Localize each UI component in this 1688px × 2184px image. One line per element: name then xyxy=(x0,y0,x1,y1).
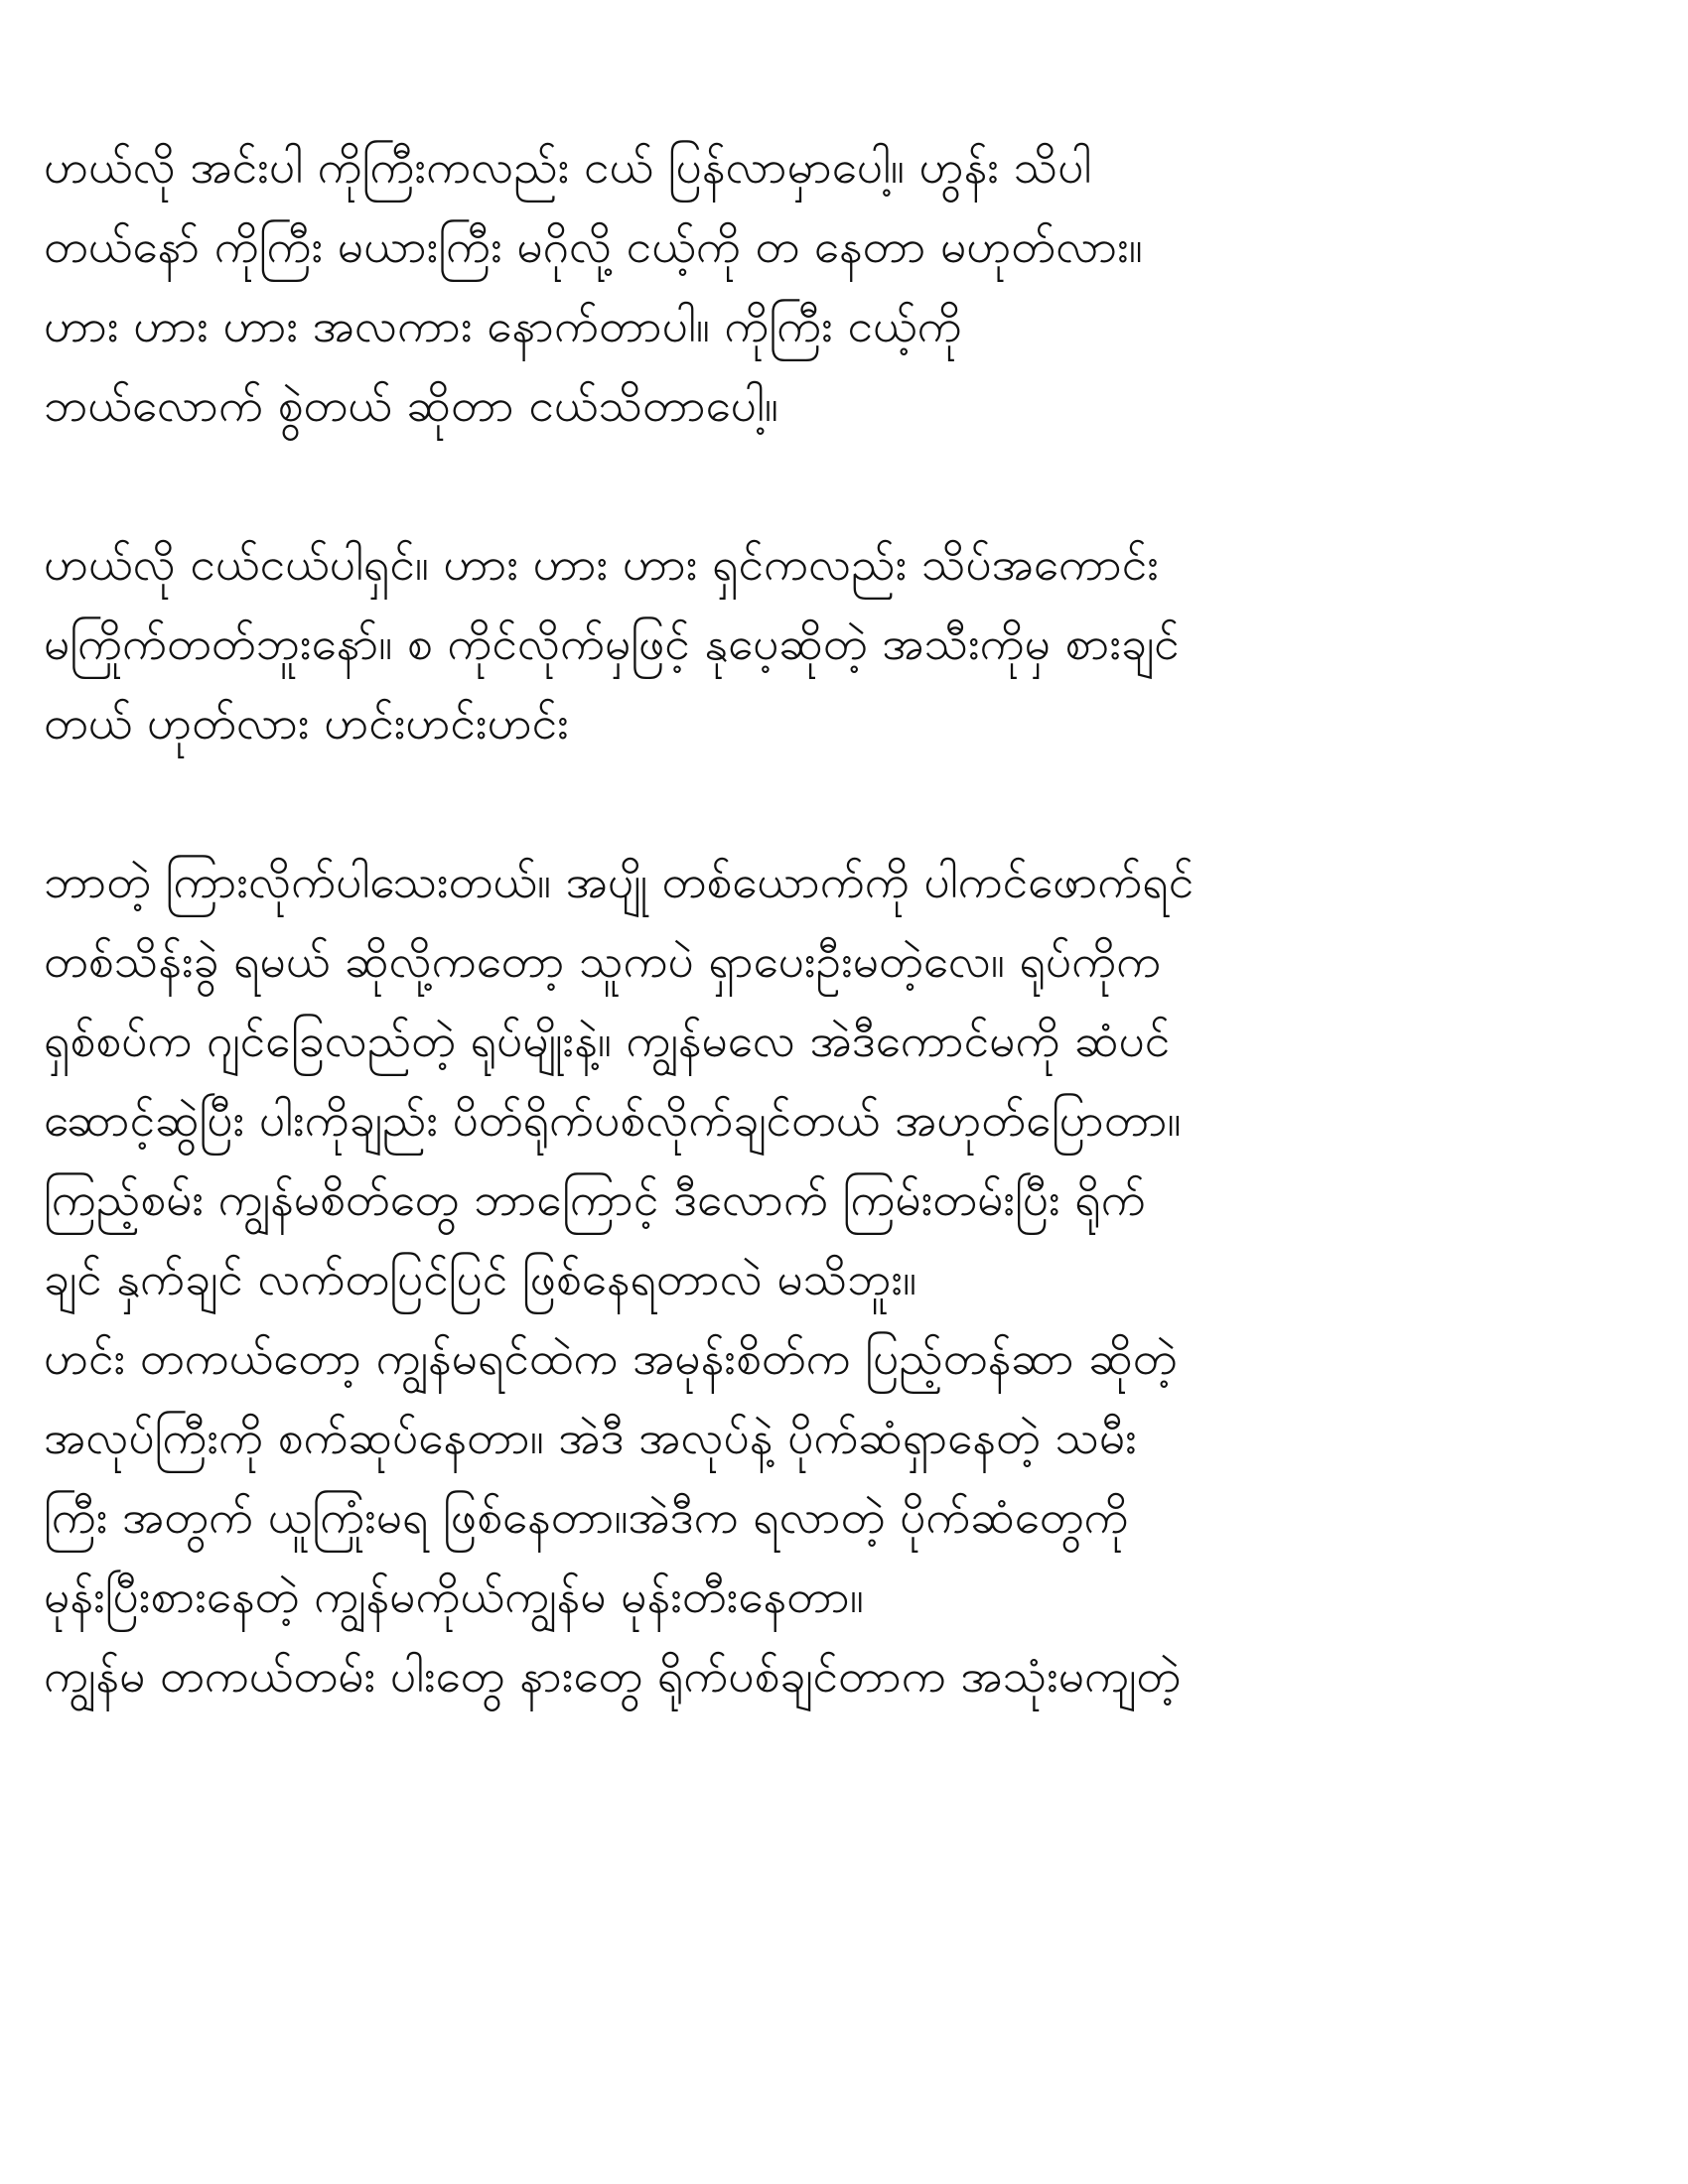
text-line: တယ် ဟုတ်လား ဟင်းဟင်းဟင်း xyxy=(44,696,569,750)
text-line: ကြီး အတွက် ယူကြုံးမရ ဖြစ်နေတာ။အဲဒီက ရလာတဲ့ ပိုက်ဆံတွေကို xyxy=(44,1490,1129,1544)
text-line: မုန်းပြီးစားနေတဲ့ ကျွန်မကိုယ်ကျွန်မ မုန်းတီးနေတာ။ xyxy=(44,1570,864,1623)
text-line: တယ်နော် ကိုကြီး မယားကြီး မဂိုလို့ ငယ့်ကို တ နေတာ မဟုတ်လား။ xyxy=(44,219,1143,273)
text-line: ဘယ်လောက် စွဲတယ် ဆိုတာ ငယ်သိတာပေါ့။ xyxy=(44,378,778,432)
text-line: ဟယ်လို အင်းပါ ကိုကြီးကလည်း ငယ် ပြန်လာမှာပေါ့။ ဟွန်း သိပါ xyxy=(44,140,1092,194)
text-line: ချင် နှက်ချင် လက်တပြင်ပြင် ဖြစ်နေရတာလဲ မသိဘူး။ xyxy=(44,1252,917,1305)
text-line: ဟင်း တကယ်တော့ ကျွန်မရင်ထဲက အမုန်းစိတ်က ပြည့်တန်ဆာ ဆိုတဲ့ xyxy=(44,1331,1178,1385)
text-line: ဆောင့်ဆွဲပြီး ပါးကိုချည်း ပိတ်ရိုက်ပစ်လိုက်ချင်တယ် အဟုတ်ပြောတာ။ xyxy=(44,1093,1182,1147)
text-line: ဘာတဲ့ ကြားလိုက်ပါသေးတယ်။ အပျို တစ်ယောက်ကို ပါကင်ဖောက်ရင် xyxy=(44,855,1195,908)
text-line: တစ်သိန်းခွဲ ရမယ် ဆိုလို့ကတော့ သူကပဲ ရှာပေးဦးမတဲ့လေ။ ရုပ်ကိုက xyxy=(44,934,1162,988)
paragraph-3 xyxy=(44,842,1648,1715)
text-line: ဟား ဟား ဟား အလကား နောက်တာပါ။ ကိုကြီး ငယ့်ကို xyxy=(44,299,962,352)
text-line: မကြိုက်တတ်ဘူးနော်။ စ ကိုင်လိုက်မှဖြင့် နုပေ့ဆိုတဲ့ အသီးကိုမှ စားချင် xyxy=(44,616,1180,670)
paragraph-1 xyxy=(44,127,1648,445)
paragraph-2 xyxy=(44,524,1648,762)
text-line: ကျွန်မ တကယ်တမ်း ပါးတွေ နားတွေ ရိုက်ပစ်ချင်တာက အသုံးမကျတဲ့ xyxy=(44,1649,1182,1703)
text-line: ရှစ်စပ်က ဂျင်ခြေလည်တဲ့ ရုပ်မျိုးနဲ့။ ကျွန်မလေ အဲဒီကောင်မကို ဆံပင် xyxy=(44,1014,1171,1067)
text-line: ဟယ်လို ငယ်ငယ်ပါရှင်။ ဟား ဟား ဟား ရှင်ကလည်း သိပ်အကောင်း xyxy=(44,537,1159,591)
text-line: အလုပ်ကြီးကို စက်ဆုပ်နေတာ။ အဲဒီ အလုပ်နဲ့ ပိုက်ဆံရှာနေတဲ့ သမီး xyxy=(44,1411,1137,1464)
paragraph-spacer xyxy=(44,445,1648,524)
text-line: ကြည့်စမ်း ကျွန်မစိတ်တွေ ဘာကြောင့် ဒီလောက် ကြမ်းတမ်းပြီး ရိုက် xyxy=(44,1172,1146,1226)
paragraph-spacer xyxy=(44,762,1648,842)
